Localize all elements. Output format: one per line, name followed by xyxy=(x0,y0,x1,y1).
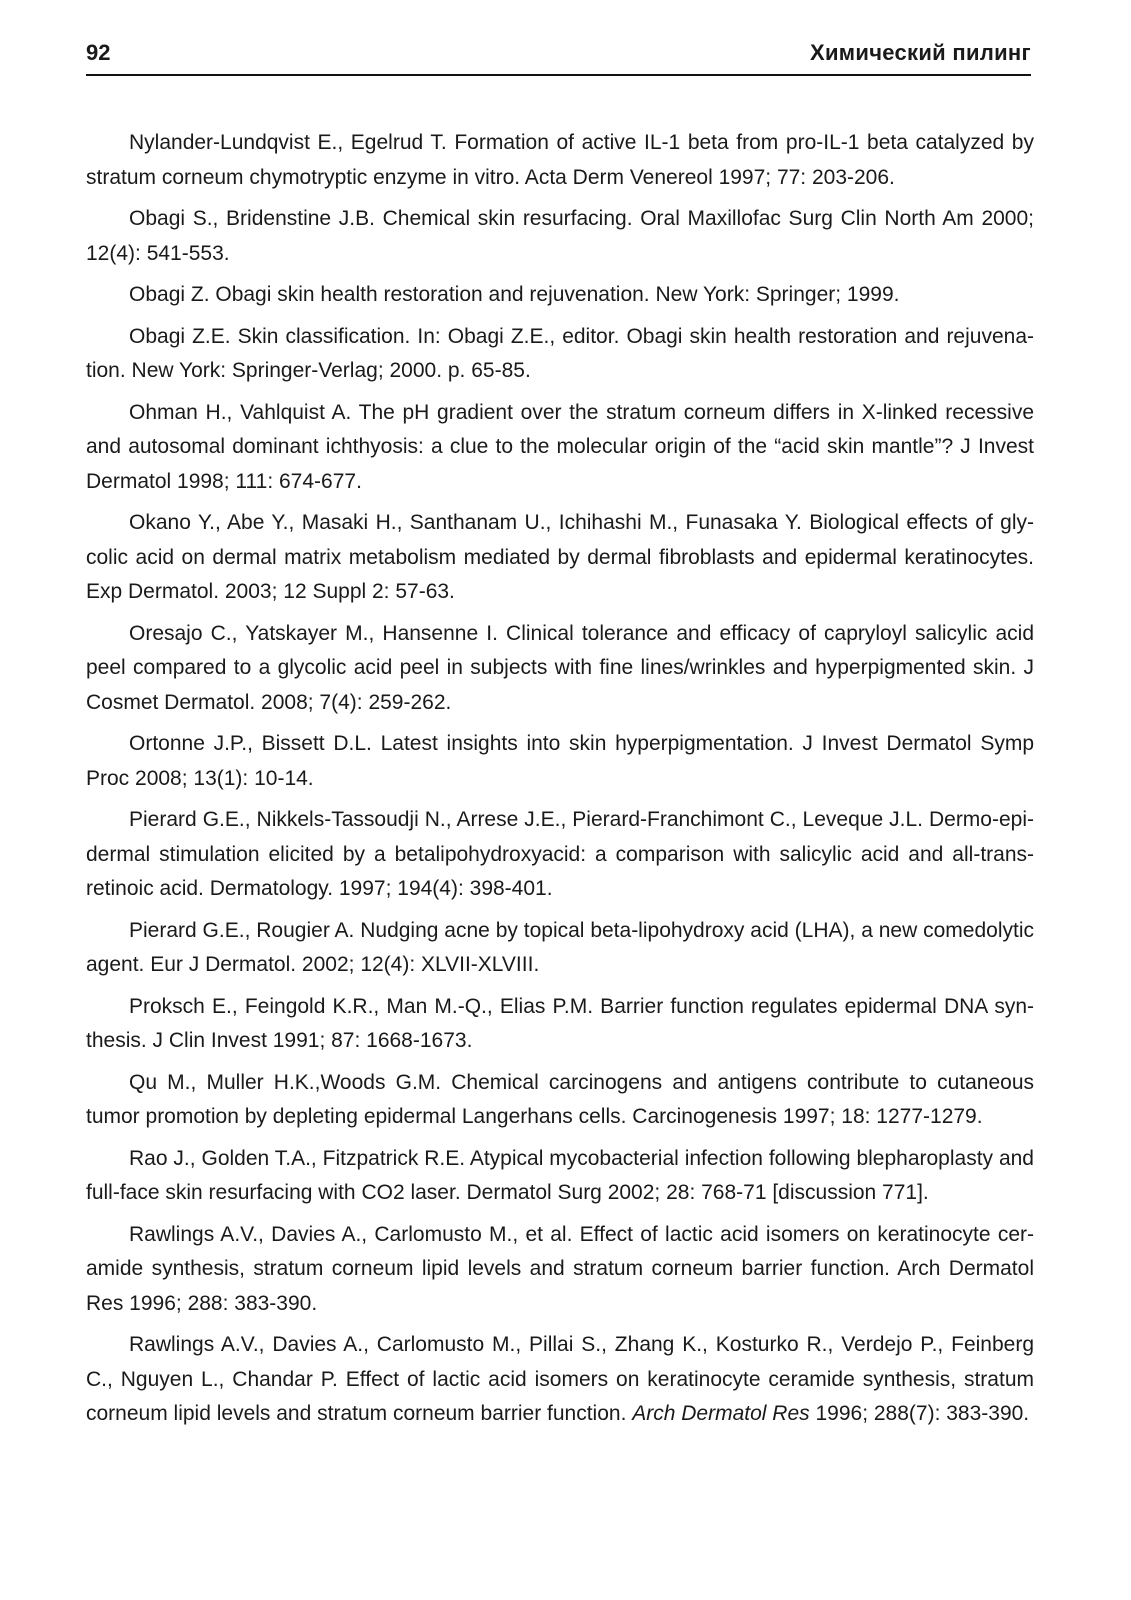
reference-list xyxy=(86,126,1034,1439)
reference-item: Proksch E., Feingold K.R., Man M.-Q., Elias P.M. Barrier function regulates epidermal DNA synthesis. J Clin Invest 1991; 87: 1668-1673. xyxy=(86,994,1034,1052)
reference-item: Obagi Z. Obagi skin health restoration and rejuvenation. New York: Springer; 1999. xyxy=(129,283,900,306)
reference-item: Qu M., Muller H.K.,Woods G.M. Chemical carcinogens and antigens contribute to cutaneous tumor promotion by depleting epidermal Langerhans cells. Carcinogenesis 1997; 18: 1277-1279. xyxy=(86,1070,1034,1128)
running-title: Химический пилинг xyxy=(810,40,1031,65)
reference-item: Ohman H., Vahlquist A. The pH gradient over the stratum corneum differs in X-linked recessive and autosomal dominant ichthyosis: a clue to the molecular origin of the “acid skin mantle”? J Invest Dermatol 1998; 111: 674-677. xyxy=(86,400,1034,493)
reference-item: Pierard G.E., Nikkels-Tassoudji N., Arrese J.E., Pierard-Franchimont C., Leveque J.L. Dermo-epidermal stimulation elicited by a betalipohydroxyacid: a comparison with salicylic acid and all-transretinoic acid. Dermatology. 1997; 194(4): 398-401. xyxy=(86,808,1034,900)
reference-item: Rawlings A.V., Davies A., Carlomusto M., et al. Effect of lactic acid isomers on keratinocyte ceramide synthesis, stratum corneum lipid levels and stratum corneum barrier function. Arch Dermatol Res 1996; 288: 383-390. xyxy=(86,1222,1034,1315)
reference-item: Pierard G.E., Rougier A. Nudging acne by topical beta-lipohydroxy acid (LHA), a new comedolytic agent. Eur J Dermatol. 2002; 12(4): XLVII-XLVIII. xyxy=(86,918,1034,976)
reference-item: Ortonne J.P., Bissett D.L. Latest insights into skin hyperpigmentation. J Invest Dermatol Symp Proc 2008; 13(1): 10-14. xyxy=(86,732,1034,790)
reference-item: Obagi S., Bridenstine J.B. Chemical skin resurfacing. Oral Maxillofac Surg Clin North Am 2000; 12(4): 541-553. xyxy=(86,207,1034,265)
reference-item: Nylander-Lundqvist E., Egelrud T. Formation of active IL-1 beta from pro-IL-1 beta catalyzed by stratum corneum chymotryptic enzyme in vitro. Acta Derm Venereol 1997; 77: 203-206. xyxy=(86,131,1034,189)
reference-item: Rao J., Golden T.A., Fitzpatrick R.E. Atypical mycobacterial infection following blepharoplasty and full-face skin resurfacing with CO2 laser. Dermatol Surg 2002; 28: 768-71 [discussion 771]. xyxy=(86,1146,1034,1204)
reference-journal: Arch Dermatol Res xyxy=(632,1402,810,1425)
reference-item: Obagi Z.E. Skin classification. In: Obagi Z.E., editor. Obagi skin health restoration and rejuvenation. New York: Springer-Verlag; 2000. p. 65-85. xyxy=(86,324,1034,382)
reference-item-last xyxy=(86,1328,1034,1432)
reference-item: Okano Y., Abe Y., Masaki H., Santhanam U., Ichihashi M., Funasaka Y. Biological effects of glycolic acid on dermal matrix metabolism mediated by dermal fibroblasts and epidermal keratinocytes. Exp Dermatol. 2003; 12 Suppl 2: 57-63. xyxy=(86,511,1034,603)
reference-item: Oresajo C., Yatskayer M., Hansenne I. Clinical tolerance and efficacy of capryloyl salicylic acid peel compared to a glycolic acid peel in subjects with fine lines/wrinkles and hyperpigmented skin. J Cosmet Dermatol. 2008; 7(4): 259-262. xyxy=(86,621,1034,714)
page-number: 92 xyxy=(86,40,111,65)
page-header xyxy=(86,34,1031,76)
reference-lead: Rawlings A.V., Davies A., Carlomusto M., Pillai S., Zhang K., Kosturko R., Verdejo P., Feinberg C., Nguyen L., Chandar P. Effect of lactic acid isomers on keratinocyte ceramide synthesis, stratum corneum lipid levels and stratum corneum barrier function. xyxy=(86,1333,1034,1425)
reference-tail: 1996; 288(7): 383-390. xyxy=(809,1402,1030,1425)
